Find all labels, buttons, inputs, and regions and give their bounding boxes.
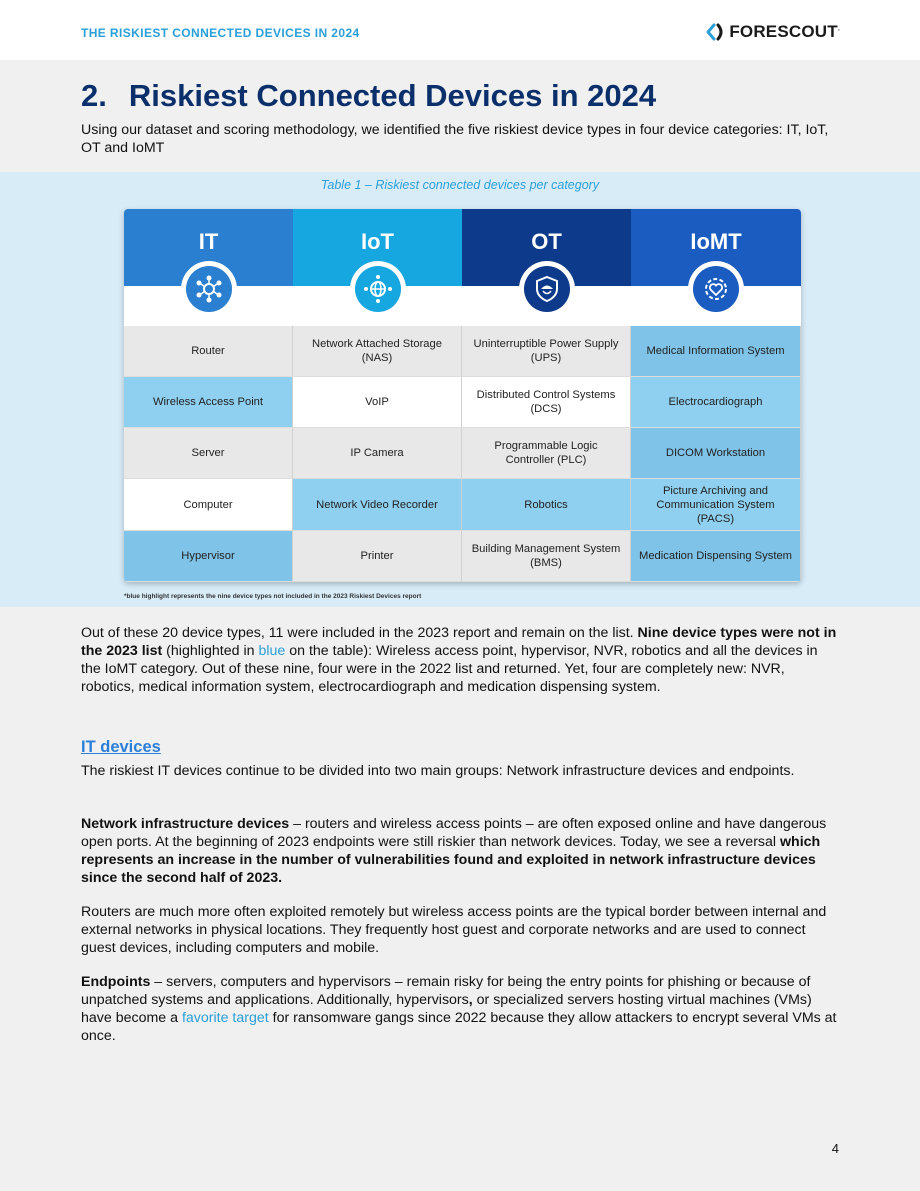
page-number: 4 — [831, 1141, 839, 1156]
table-footnote: *blue highlight represents the nine device types not included in the 2023 Riskiest Devices report — [124, 593, 422, 600]
it-paragraph-1: The riskiest IT devices continue to be divided into two main groups: Network infrastructure devices and endpoints. — [81, 763, 795, 779]
column-header-ot — [462, 209, 631, 326]
it-paragraph-4: Endpoints – servers, computers and hypervisors – remain risky for being the entry points for phishing or because of unpatched systems and applications. Additionally, hypervisors, or specialized servers hosting virtual machines (VMs) have become a favorite target for ransomware gangs since 2022 because they allow attackers to encrypt several VMs at once. — [81, 974, 837, 1044]
table-cell: IP Camera — [293, 428, 462, 479]
table-cell-highlighted: Robotics — [462, 479, 631, 531]
section-title — [81, 78, 656, 114]
forescout-logo — [705, 22, 840, 42]
table-cell: VoIP — [293, 377, 462, 428]
section-number: 2. — [81, 78, 107, 113]
table-cell: Network Attached Storage (NAS) — [293, 326, 462, 377]
table-cell-highlighted: Wireless Access Point — [124, 377, 293, 428]
table-cell-highlighted: Medical Information System — [631, 326, 801, 377]
column-header-it — [124, 209, 293, 326]
blue-link[interactable]: blue — [258, 643, 286, 659]
table-cell: Distributed Control Systems (DCS) — [462, 377, 631, 428]
globe-network-icon — [355, 266, 401, 312]
column-header-iomt — [631, 209, 801, 326]
table-cell: Router — [124, 326, 293, 377]
shield-worker-icon — [524, 266, 570, 312]
running-head: THE RISKIEST CONNECTED DEVICES IN 2024 — [81, 26, 360, 40]
table-cell-highlighted: Electrocardiograph — [631, 377, 801, 428]
column-header-iot — [293, 209, 462, 326]
table-cell-highlighted: Network Video Recorder — [293, 479, 462, 531]
table-cell: Printer — [293, 531, 462, 582]
column-label: IoT — [293, 209, 462, 286]
table-cell-highlighted: Picture Archiving and Communication System (PACS) — [631, 479, 801, 531]
it-devices-heading: IT devices — [81, 738, 161, 756]
column-label: IT — [124, 209, 293, 286]
table-cell: Programmable Logic Controller (PLC) — [462, 428, 631, 479]
table-cell: Computer — [124, 479, 293, 531]
table-caption: Table 1 – Riskiest connected devices per category — [320, 178, 600, 192]
section-intro: Using our dataset and scoring methodology, we identified the five riskiest device types in four device categories: IT, IoT, OT and IoMT — [81, 122, 829, 156]
table-cell-highlighted: DICOM Workstation — [631, 428, 801, 479]
table-cell-highlighted: Medication Dispensing System — [631, 531, 801, 582]
it-paragraph-2: Network infrastructure devices – routers and wireless access points – are often exposed online and have dangerous open ports. At the beginning of 2023 endpoints were still riskier than network devices. Today, we see a reversal which represents an increase in the number of vulnerabilities found and exploited in network infrastructure devices since the second half of 2023. — [81, 816, 827, 886]
table-cell: Server — [124, 428, 293, 479]
forescout-logo-icon — [705, 23, 725, 41]
summary-paragraph: Out of these 20 device types, 11 were included in the 2023 report and remain on the list. Nine device types were not in the 2023 list (highlighted in blue on the table): Wireless access point, hypervisor, NVR, robotics and all the devices in the IoMT category. Out of these nine, four were in the 2022 list and returned. Yet, four are completely new: NVR, robotics, medical information system, electrocardiograph and medication dispensing system. — [81, 625, 837, 695]
network-nodes-icon — [186, 266, 232, 312]
column-label: IoMT — [631, 209, 801, 286]
table-cell: Uninterruptible Power Supply (UPS) — [462, 326, 631, 377]
it-paragraph-3: Routers are much more often exploited remotely but wireless access points are the typical border between internal and external networks in physical locations. They frequently host guest and corporate networks and are used to connect guest devices, including computers and mobile. — [81, 904, 827, 956]
column-label: OT — [462, 209, 631, 286]
section-title-text: Riskiest Connected Devices in 2024 — [128, 78, 657, 113]
logo-wordmark: FORESCOUT. — [729, 22, 840, 41]
favorite-target-link[interactable]: favorite target — [181, 1010, 269, 1026]
gear-heart-icon — [693, 266, 739, 312]
table-cell-highlighted: Hypervisor — [124, 531, 293, 582]
device-table — [124, 209, 801, 582]
table-cell: Building Management System (BMS) — [462, 531, 631, 582]
